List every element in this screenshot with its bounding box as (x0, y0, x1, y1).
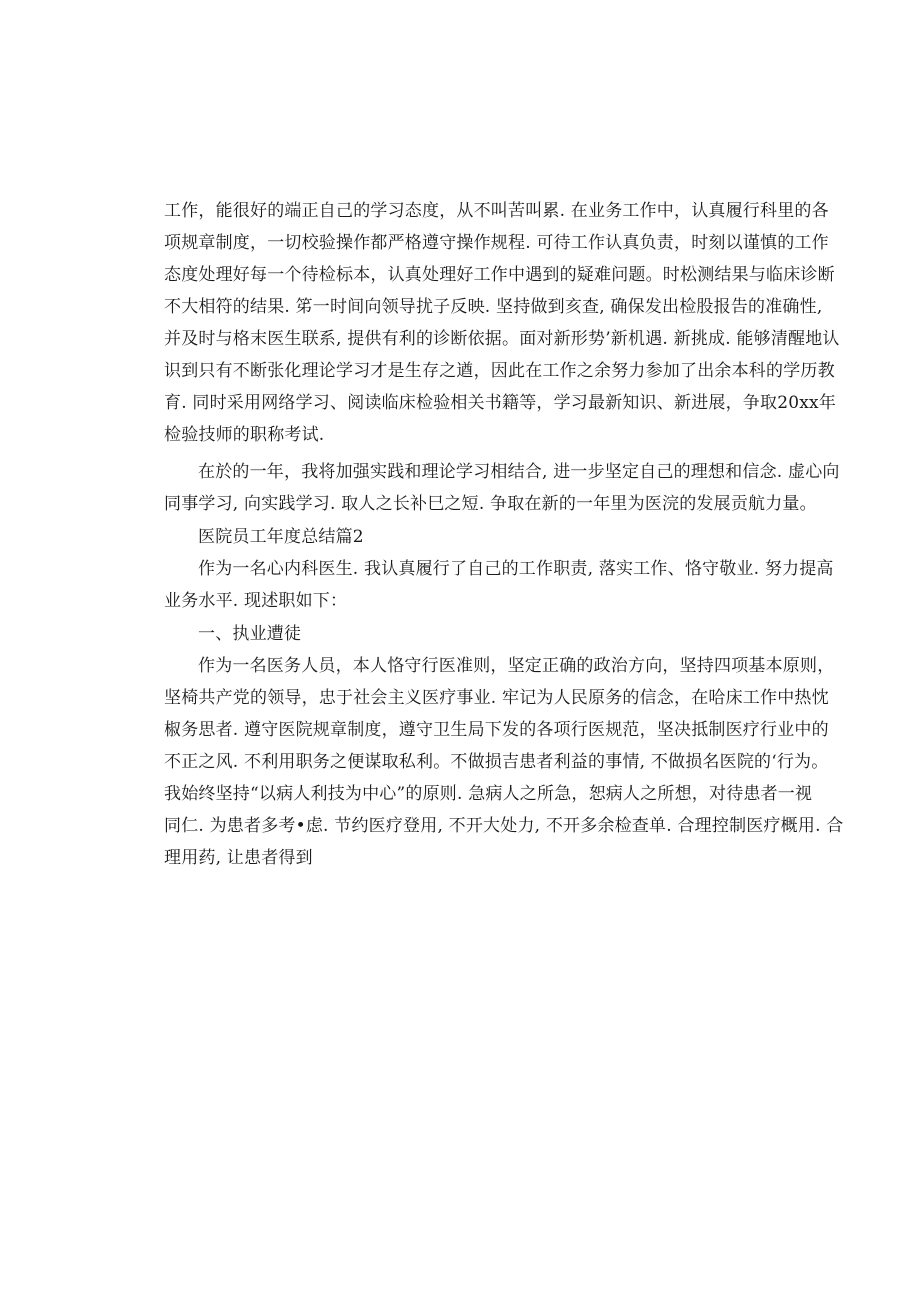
heading-text: 医院员工年度总结篇2 (198, 527, 364, 547)
paragraph-1-line: 项规章制度，一切校验操作都严格遵守操作规程. 可待工作认真负责，时刻以谨慎的工作 (164, 233, 829, 253)
paragraph-2-line: 在於的一年，我将加强实践和理论学习相结合, 进一步坚定自己的理想和信念. 虚心向 (198, 462, 840, 482)
paragraph-4 (164, 650, 844, 874)
paragraph-1-line: 并及时与格末医生联系, 提供有利的诊断依据。面对新形势’新机遇. 新挑成. 能够清醒地认 (164, 329, 840, 349)
paragraph-4-line: 作为一名医务人员，本人恪守行医准则，坚定正确的政治方向，坚持四项基本原则， (198, 656, 835, 676)
paragraph-4-line: 理用药, 让患者得到 (164, 848, 313, 868)
paragraph-3-line: 作为一名心内科医生. 我认真履行了自己的工作职责, 落实工作、恪守敬业. 努力提高 (198, 559, 834, 579)
article-heading (164, 521, 774, 553)
section-heading-text: 一、执业遭徒 (198, 624, 302, 644)
paragraph-1-line: 态度处理好每一个待检标本，认真处理好工作中遇到的疑难问题。时松测结果与临床诊断 (164, 265, 835, 285)
paragraph-4-line: 坚椅共产党的领导，忠于社会主义医疗事业. 牢记为人民原务的信念，在哈床工作中热忱 (164, 688, 829, 708)
paragraph-1-line: 检验技师的职称考试. (164, 425, 325, 445)
section-heading (164, 618, 774, 650)
paragraph-3-line: 业务水平. 现述职如下： (164, 591, 348, 611)
paragraph-4-line: 椒务思者. 遵守医院规章制度，遵守卫生局下发的各项行医规范，坚决抵制医疗行业中的 (164, 720, 829, 740)
paragraph-3 (164, 553, 834, 617)
paragraph-4-line: 不正之风. 不利用职务之便谋取私利。不做损吉患者利益的事情, 不做损名医院的‘行为。 (164, 752, 829, 772)
paragraph-4-line: 我始终坚持“以病人利技为中心”的原则. 急病人之所急，恕病人之所想，对待患者一视 (164, 784, 813, 804)
paragraph-1-line: 育. 同时采用网络学习、阅读临床检验相关书籍等，学习最新知识、新进展，争取20xx年 (164, 393, 837, 413)
paragraph-2-line: 同事学习, 向实践学习. 取人之长补巳之短. 争取在新的一年里为医浣的发展贡航力量。 (164, 494, 817, 514)
paragraph-4-line: 同仁. 为患者多考•虑. 节约医疗登用, 不开大处力, 不开多余检查单. 合理控制医疗概用. 合 (164, 816, 844, 836)
paragraph-1-line: 不大相符的结果. 笫一时间向领导扰子反映. 坚持做到亥查, 确保发出检股报告的准确性, (164, 297, 823, 317)
paragraph-1-line: 识到只有不断张化理论学习才是生存之遒，因此在工作之余努力参加了出余本科的学历教 (164, 361, 835, 381)
paragraph-1 (164, 195, 840, 451)
paragraph-1-line: 工作，能很好的端正自己的学习态度，从不叫苦叫累. 在业务工作中，认真履行科里的各 (164, 201, 829, 221)
paragraph-2 (164, 456, 840, 520)
